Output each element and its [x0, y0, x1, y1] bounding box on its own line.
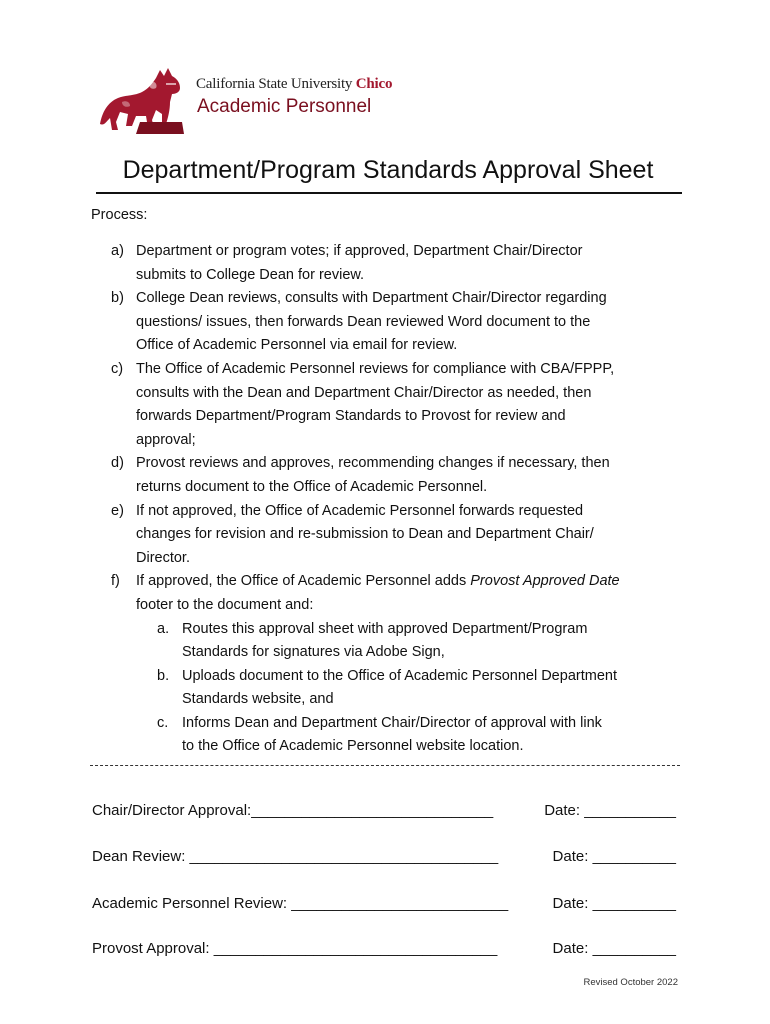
date-field[interactable]: Date: __________ — [552, 848, 676, 865]
page-title: Department/Program Standards Approval Sheet — [122, 156, 654, 184]
university-name: California State University Chico — [196, 76, 393, 92]
date-field[interactable]: Date: ___________ — [544, 802, 676, 819]
process-step: e) If not approved, the Office of Academic Personnel forwards requested changes for revision and re-submission to Dean and Department Chair/ Director. — [111, 502, 594, 566]
process-substep: b. Uploads document to the Office of Academic Personnel Department Standards website, and — [157, 667, 617, 708]
process-label: Process: — [91, 207, 148, 223]
date-field[interactable]: Date: __________ — [552, 940, 676, 957]
logo — [96, 62, 426, 138]
signature-label: Academic Personnel Review: __________________________ — [92, 895, 509, 912]
department-name: Academic Personnel — [197, 96, 372, 117]
process-step: a) Department or program votes; if approved, Department Chair/Director submits to College Dean for review. — [111, 243, 583, 283]
process-step: f) If approved, the Office of Academic Personnel adds Provost Approved Date footer to the document and: — [111, 573, 620, 613]
title-divider — [96, 192, 682, 194]
provost-approved-date-emphasis: Provost Approved Date — [470, 573, 620, 590]
process-step: c) The Office of Academic Personnel reviews for compliance with CBA/FPPP, consults with the Dean and Department Chair/Director as needed, then forwards Department/Program Standards to Provost for review and approval; — [111, 360, 615, 448]
process-substep: c. Informs Dean and Department Chair/Director of approval with link to the Office of Academic Personnel website location. — [157, 714, 602, 755]
revision-note: Revised October 2022 — [583, 977, 678, 988]
process-steps — [96, 240, 686, 759]
wildcat-mascot-icon — [96, 62, 188, 136]
signature-label: Chair/Director Approval:_____________________________ — [92, 802, 494, 819]
process-step: d) Provost reviews and approves, recommending changes if necessary, then returns document to the Office of Academic Personnel. — [111, 455, 610, 495]
section-divider — [90, 765, 680, 766]
signature-label: Dean Review: _____________________________________ — [92, 848, 499, 865]
process-step: b) College Dean reviews, consults with Department Chair/Director regarding questions/ issues, then forwards Dean reviewed Word document to the Office of Academic Personnel via email for review. — [111, 290, 607, 354]
process-substep: a. Routes this approval sheet with approved Department/Program Standards for signatures via Adobe Sign, — [157, 620, 588, 661]
signature-label: Provost Approval: __________________________________ — [92, 940, 498, 957]
date-field[interactable]: Date: __________ — [552, 895, 676, 912]
